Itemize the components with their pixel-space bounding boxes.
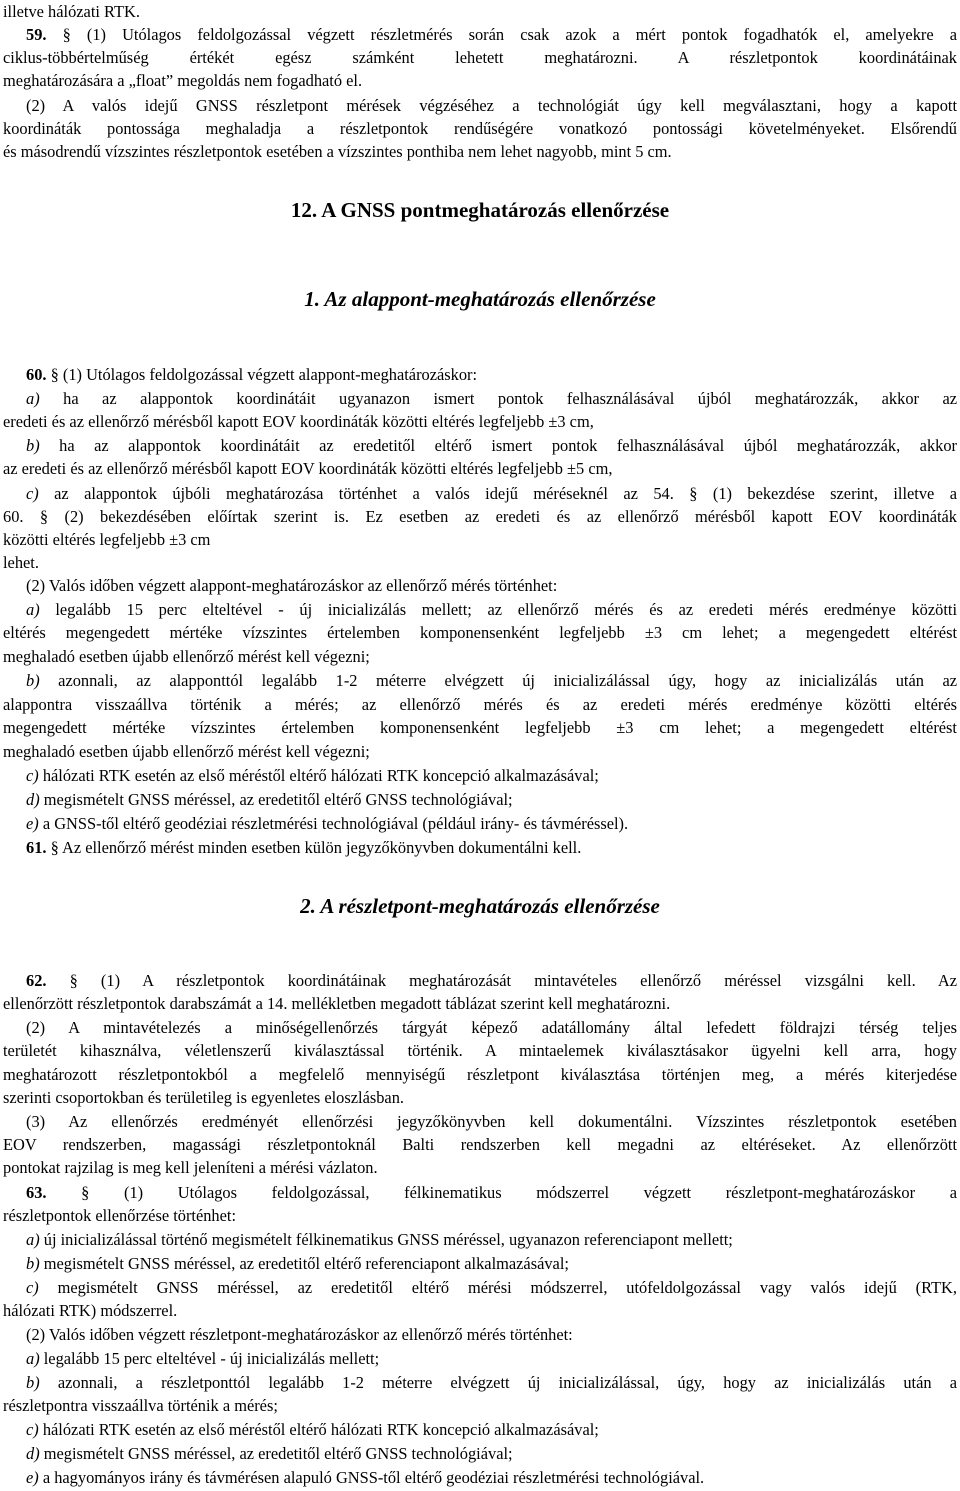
list-item-a: a) ha az alappontok koordinátáit ugyanazon ismert pontok felhasználásával újból meghatározzák, akkor az — [26, 389, 957, 408]
list-item-b: b) azonnali, az alapponttól legalább 1-2 méterre elvégzett új inicializálással úgy, hogy az inicializálás után az — [26, 671, 957, 690]
text-line: szerinti csoportokban és területileg is egyenletes eloszlásban. — [3, 1088, 404, 1107]
text-line: illetve hálózati RTK. — [3, 2, 140, 21]
text-line: részletpontra visszaállva történik a mérés; — [3, 1396, 278, 1415]
list-item-b: b) megismételt GNSS méréssel, az eredetitől eltérő referenciapont alkalmazásával; — [26, 1254, 569, 1273]
paragraph-59-1: 59. § (1) Utólagos feldolgozással végzett részletmérés során csak azok a mért pontok fogadhatók el, amelyekre a — [26, 25, 957, 44]
text-line: pontokat rajzilag is meg kell jeleníteni a mérési vázlaton. — [3, 1158, 378, 1177]
list-item-d: d) megismételt GNSS méréssel, az eredetitől eltérő GNSS technológiával; — [26, 790, 513, 809]
list-item-c: c) hálózati RTK esetén az első méréstől eltérő hálózati RTK koncepció alkalmazásával; — [26, 766, 599, 785]
text-line: alappontra visszaállva történik a mérés; az ellenőrző mérés és az eredeti mérés eredménye közötti eltérés — [3, 695, 957, 714]
text-line: eltérés megengedett mértéke vízszintes értelemben komponensenként legfeljebb ±3 cm lehet; a megengedett eltérést — [3, 623, 957, 642]
list-item-b: b) azonnali, a részletponttól legalább 1-2 méterre elvégzett új inicializálással, úgy, hogy az inicializálás után a — [26, 1373, 957, 1392]
paragraph-60-2: (2) Valós időben végzett alappont-meghatározáskor az ellenőrző mérés történhet: — [26, 576, 558, 595]
list-item-c: c) az alappontok újbóli meghatározása történhet a valós idejű méréseknél az 54. § (1) bekezdése szerint, illetve a — [26, 484, 957, 503]
text-line: ciklus-többértelműség értékét egész számként lehetett meghatározni. A részletpontok koordinátáinak — [3, 48, 957, 67]
list-item-a: a) új inicializálással történő megismételt félkinematikus GNSS méréssel, ugyanazon referenciapont mellett; — [26, 1230, 733, 1249]
list-item-e: e) a hagyományos irány és távmérésen alapuló GNSS-től eltérő geodéziai részletmérési technológiával. — [26, 1468, 705, 1487]
list-item-e: e) a GNSS-től eltérő geodéziai részletmérési technológiával (például irány- és távméréssel). — [26, 814, 629, 833]
paragraph-62-3: (3) Az ellenőrzés eredményét ellenőrzési jegyzőkönyvben kell dokumentálni. Vízszintes részletpontok esetében — [26, 1112, 957, 1131]
list-item-d: d) megismételt GNSS méréssel, az eredetitől eltérő GNSS technológiával; — [26, 1444, 513, 1463]
text-line: meghatározott részletpontokból a megfelelő mennyiségű részletpont kiválasztása történjen meg, a mérés kiterjedése — [3, 1065, 957, 1084]
section-number: 59. — [26, 25, 47, 44]
paragraph-59-2: (2) A valós idejű GNSS részletpont mérések végzéséhez a technológiát úgy kell megválasztani, hogy a kapott — [26, 96, 957, 115]
chapter-heading: 12. A GNSS pontmeghatározás ellenőrzése — [290, 198, 670, 222]
text-line: meghaladó esetben újabb ellenőrző mérést kell végezni; — [3, 647, 370, 666]
paragraph-60-1: 60. § (1) Utólagos feldolgozással végzett alappont-meghatározáskor: — [26, 365, 478, 384]
text-line: ellenőrzött részletpontok darabszámát a 14. mellékletben megadott táblázat szerint kell meghatározni. — [3, 994, 671, 1013]
text-line: meghaladó esetben újabb ellenőrző mérést kell végezni; — [3, 742, 370, 761]
paragraph-61: 61. § Az ellenőrző mérést minden esetben külön jegyzőkönyvben dokumentálni kell. — [26, 838, 582, 857]
text-line: megengedett mértéke vízszintes értelemben komponensenként legfeljebb ±3 cm lehet; a megengedett eltérést — [3, 718, 957, 737]
section-heading: 1. Az alappont-meghatározás ellenőrzése — [304, 287, 656, 311]
text-line: koordináták pontossága meghaladja a részletpontok rendűségére vonatkozó pontossági követelményeket. Elsőrendű — [3, 119, 957, 138]
text-line: EOV rendszerben, magassági részletpontoknál Balti rendszerben kell megadni az eltéréseket. Az ellenőrzött — [3, 1135, 957, 1154]
list-item-a: a) legalább 15 perc elteltével - új inicializálás mellett; az ellenőrző mérés és az eredeti mérés eredménye közötti — [26, 600, 957, 619]
text-line: közötti eltérés legfeljebb ±3 cm — [3, 530, 211, 549]
section-number: 62. — [26, 971, 47, 990]
list-item-c: c) megismételt GNSS méréssel, az eredetitől eltérő mérési módszerrel, utófeldolgozással vagy valós idejű (RTK, — [26, 1278, 957, 1297]
text-line: 60. § (2) bekezdésében előírtak szerint is. Ez esetben az eredeti és az ellenőrző mérésből kapott EOV koordináták — [3, 507, 957, 526]
text-line: területét kihasználva, véletlenszerű kiválasztással történik. A mintaelemek kiválasztásakor ügyelni kell arra, hogy — [3, 1041, 957, 1060]
text-line: az eredeti és az ellenőrző mérésből kapott EOV koordináták közötti eltérés legfeljebb ±5 cm, — [3, 459, 613, 478]
list-item-a: a) legalább 15 perc elteltével - új inicializálás mellett; — [26, 1349, 380, 1368]
text-line: és másodrendű vízszintes részletpontok esetében a vízszintes ponthiba nem lehet nagyobb, mint 5 cm. — [3, 142, 672, 161]
text-line: lehet. — [3, 553, 39, 572]
paragraph-63-2: (2) Valós időben végzett részletpont-meghatározáskor az ellenőrző mérés történhet: — [26, 1325, 573, 1344]
section-number: 61. — [26, 838, 47, 857]
text-line: meghatározására a „float” megoldás nem fogadható el. — [3, 71, 363, 90]
text-line: részletpontok ellenőrzése történhet: — [3, 1206, 237, 1225]
list-item-c: c) hálózati RTK esetén az első méréstől eltérő hálózati RTK koncepció alkalmazásával; — [26, 1420, 599, 1439]
section-number: 60. — [26, 365, 47, 384]
list-item-b: b) ha az alappontok koordinátáit az eredetitől eltérő ismert pontok felhasználásával újból meghatározzák, akkor — [26, 436, 957, 455]
text-line: eredeti és az ellenőrző mérésből kapott EOV koordináták közötti eltérés legfeljebb ±3 cm, — [3, 412, 594, 431]
section-heading: 2. A részletpont-meghatározás ellenőrzése — [300, 894, 660, 918]
text-line: hálózati RTK) módszerrel. — [3, 1301, 178, 1320]
section-number: 63. — [26, 1183, 47, 1202]
paragraph-62-1: 62. § (1) A részletpontok koordinátáinak meghatározását mintavételes ellenőrző méréssel vizsgálni kell. Az — [26, 971, 957, 990]
paragraph-63-1: 63. § (1) Utólagos feldolgozással, félkinematikus módszerrel végzett részletpont-meghatározáskor a — [26, 1183, 957, 1202]
paragraph-62-2: (2) A mintavételezés a minőségellenőrzés tárgyát képező adatállomány által lefedett földrajzi térség teljes — [26, 1018, 957, 1037]
